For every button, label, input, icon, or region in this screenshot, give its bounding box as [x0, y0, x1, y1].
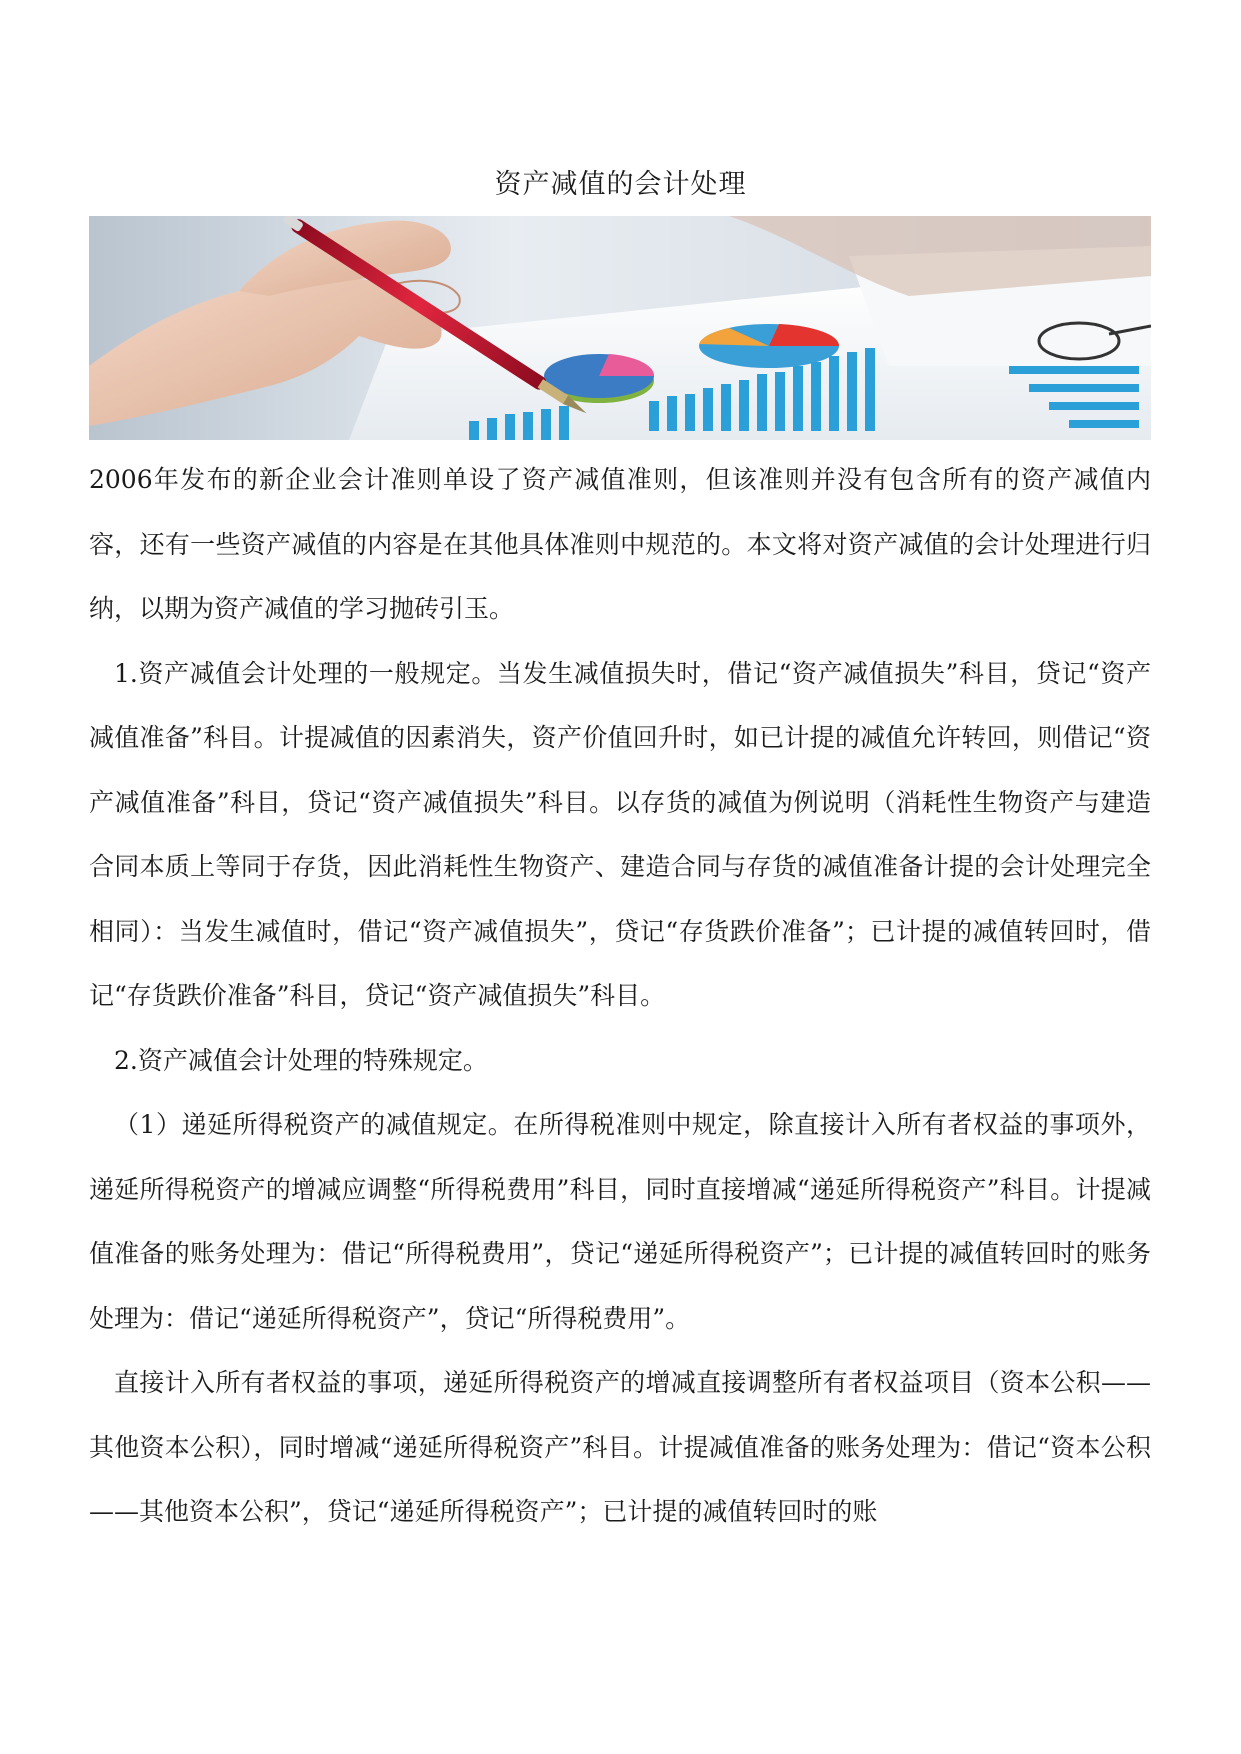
article-body: [89, 448, 1151, 1545]
paragraph-general-rules: 1.资产减值会计处理的一般规定。当发生减值损失时，借记“资产减值损失”科目，贷记“资产减值准备”科目。计提减值的因素消失，资产价值回升时，如已计提的减值允许转回，则借记“资产减值准备”科目，贷记“资产减值损失”科目。以存货的减值为例说明（消耗性生物资产与建造合同本质上等同于存货，因此消耗性生物资产、建造合同与存货的减值准备计提的会计处理完全相同）：当发生减值时，借记“资产减值损失”，贷记“存货跌价准备”；已计提的减值转回时，借记“存货跌价准备”科目，贷记“资产减值损失”科目。: [89, 658, 1151, 1010]
hand-pen-chart-icon: [89, 216, 1151, 440]
paragraph-special-rules-heading: 2.资产减值会计处理的特殊规定。: [114, 1045, 488, 1075]
page-title: 资产减值的会计处理: [494, 169, 747, 200]
hero-image: [89, 216, 1151, 440]
paragraph-intro: 2006年发布的新企业会计准则单设了资产减值准则，但该准则并没有包含所有的资产减值内容，还有一些资产减值的内容是在其他具体准则中规范的。本文将对资产减值的会计处理进行归纳，以期为资产减值的学习抛砖引玉。: [89, 465, 1151, 623]
paragraph-equity-items: 直接计入所有者权益的事项，递延所得税资产的增减直接调整所有者权益项目（资本公积——其他资本公积），同时增减“递延所得税资产”科目。计提减值准备的账务处理为：借记“资本公积——其他资本公积”，贷记“递延所得税资产”；已计提的减值转回时的账: [89, 1368, 1151, 1526]
paragraph-deferred-tax: （1）递延所得税资产的减值规定。在所得税准则中规定，除直接计入所有者权益的事项外，递延所得税资产的增减应调整“所得税费用”科目，同时直接增减“递延所得税资产”科目。计提减值准备的账务处理为：借记“所得税费用”，贷记“递延所得税资产”；已计提的减值转回时的账务处理为：借记“递延所得税资产”，贷记“所得税费用”。: [89, 1110, 1151, 1333]
